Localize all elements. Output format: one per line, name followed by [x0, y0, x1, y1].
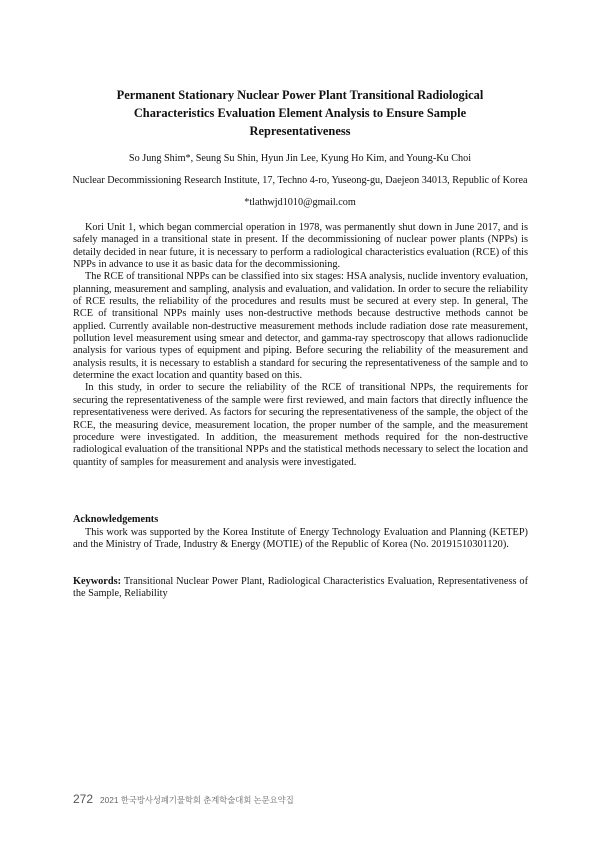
abstract-body [73, 222, 528, 469]
body-paragraph-1: Kori Unit 1, which began commercial operation in 1978, was permanently shut down in June 2017, and is safely managed in a transitional state in present. If the decommissioning of nuclear power plants (NPPs) is detaily decided in near future, it is necessary to perform a radiological characteristics evaluation (RCE) of this NPPs in advance to use it as basic data for the decommissioning. [73, 222, 528, 271]
title-line-3: Representativeness [249, 124, 351, 138]
acknowledgements-text: This work was supported by the Korea Institute of Energy Technology Evaluation and Planning (KETEP) and the Ministry of Trade, Industry & Energy (MOTIE) of the Republic of Korea (No. 20191510301120). [73, 527, 528, 551]
body-paragraph-2: The RCE of transitional NPPs can be classified into six stages: HSA analysis, nuclide inventory evaluation, planning, measurement and sampling, analysis and evaluation, and validation. In order to secure the reliability of RCE results, the reliability of the procedures and results must be secured at every step. In general, The RCE of transitional NPPs mainly uses non-destructive methods because destructive methods cannot be applied. Currently available non-destructive measurement methods include radiation dose rate measurement, pollution level measurement using smear and detector, and gamma-ray spectroscopy that allows radionuclide analysis for various types of equipment and piping. Before securing the reliability of the measurement and analysis results, it is necessary to establish a standard for securing the representativeness of the sample and to determine the exact location and quantity based on this. [73, 271, 528, 382]
paper-title [90, 86, 510, 140]
page-footer [73, 792, 294, 806]
title-line-1: Permanent Stationary Nuclear Power Plant Transitional Radiological [116, 88, 484, 102]
corresponding-email: *tlathwjd1010@gmail.com [244, 197, 356, 208]
keywords [73, 576, 528, 601]
body-paragraph-3: In this study, in order to secure the reliability of the RCE of transitional NPPs, the requirements for securing the representativeness of the sample were first reviewed, and main factors that directly influence the representativeness were derived. As factors for securing the representativeness of the sample, the object of the RCE, the measuring device, measurement location, the proper number of the sample, and the measurement procedure were investigated. In addition, the measurement methods required for the non-destructive radiological evaluation of the transitional NPPs and the statistical methods necessary to select the location and quantity of samples for measurement and analysis were investigated. [73, 382, 528, 468]
author-list: So Jung Shim*, Seung Su Shin, Hyun Jin Lee, Kyung Ho Kim, and Young-Ku Choi [128, 153, 472, 164]
affiliation: Nuclear Decommissioning Research Institute, 17, Techno 4-ro, Yuseong-gu, Daejeon 34013, Republic of Korea [72, 175, 528, 186]
keywords-text: Transitional Nuclear Power Plant, Radiological Characteristics Evaluation, Representativeness of the Sample, Reliability [73, 576, 528, 600]
title-line-2: Characteristics Evaluation Element Analysis to Ensure Sample [133, 106, 467, 120]
page-number: 272 [73, 792, 94, 806]
keywords-label: Keywords: [73, 576, 122, 587]
acknowledgements-heading: Acknowledgements [73, 514, 159, 525]
journal-name: 2021 한국방사성폐기물학회 춘계학술대회 논문요약집 [100, 795, 294, 805]
